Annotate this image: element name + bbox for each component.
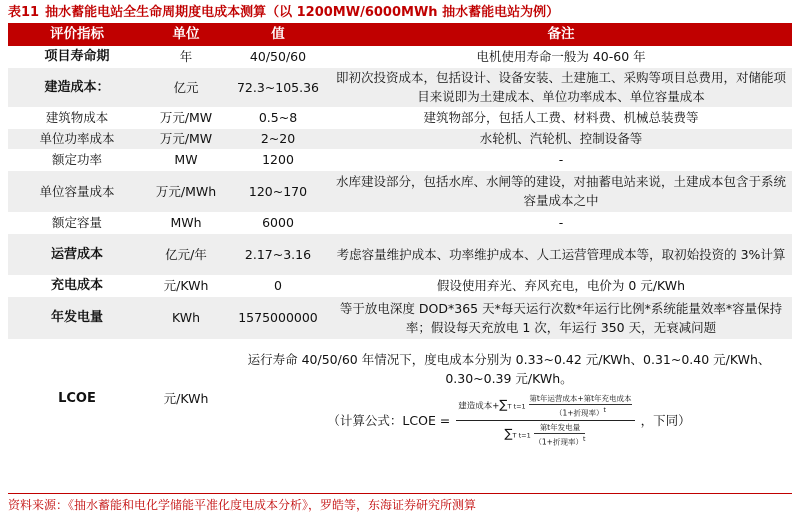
- row-value: 1200: [226, 149, 330, 170]
- header-unit: 单位: [146, 23, 226, 46]
- row-value: 40/50/60: [226, 46, 330, 67]
- row-unit: 万元/MW: [146, 107, 226, 128]
- denominator-term: [534, 423, 585, 447]
- formula-suffix: ，下同）: [640, 412, 691, 428]
- lcoe-unit: 元/KWh: [146, 339, 226, 457]
- table-title-text: 抽水蓄能电站全生命周期度电成本测算（以 1200MW/6000MWh 抽水蓄能电站为例）: [45, 5, 560, 20]
- lcoe-note: 运行寿命 40/50/60 年情况下，度电成本分别为 0.33~0.42 元/KWh、0.31~0.40 元/KWh、0.30~0.39 元/KWh。: [247, 352, 771, 386]
- row-note: 考虑容量维护成本、功率维护成本、人工运营管理成本等，取初始投资的 3%计算: [330, 233, 792, 275]
- formula-fraction: [456, 394, 634, 446]
- formula-denominator: [502, 423, 588, 447]
- row-value: 1575000000: [226, 296, 330, 339]
- table-row: [8, 128, 792, 149]
- header-value: 值: [226, 23, 330, 46]
- denominator-term-bottom: （1+折现率）: [534, 437, 583, 446]
- row-name: 单位容量成本: [8, 170, 146, 212]
- numerator-term-exp: t: [603, 407, 606, 414]
- row-note: 水轮机、汽轮机、控制设备等: [330, 128, 792, 149]
- row-value: 0.5~8: [226, 107, 330, 128]
- table-row: [8, 296, 792, 339]
- table-row: [8, 149, 792, 170]
- table-row: [8, 233, 792, 275]
- footer-divider: [8, 493, 792, 494]
- row-value: 6000: [226, 212, 330, 233]
- denominator-sum-range: T t=1: [512, 430, 531, 439]
- row-unit: MW: [146, 149, 226, 170]
- table-header-row: [8, 23, 792, 46]
- numerator-term: [529, 394, 631, 418]
- row-note: 等于放电深度 DOD*365 天*每天运行次数*年运行比例*系统能量效率*容量保持率；假设每天充放电 1 次，年运行 350 天，无衰减问题: [330, 296, 792, 339]
- row-name: 年发电量: [8, 296, 146, 339]
- lcoe-note-cell: [226, 339, 792, 457]
- table-row: [8, 67, 792, 107]
- row-note: 假设使用弃光、弃风充电，电价为 0 元/KWh: [330, 275, 792, 296]
- row-name: 建造成本：: [8, 67, 146, 107]
- row-note: -: [330, 212, 792, 233]
- table-row: [8, 170, 792, 212]
- row-name: 运营成本: [8, 233, 146, 275]
- row-unit: 元/KWh: [146, 275, 226, 296]
- formula-numerator: [456, 394, 634, 418]
- row-note: -: [330, 149, 792, 170]
- denominator-term-bar: [534, 433, 585, 434]
- table-row: [8, 275, 792, 296]
- numerator-a: 建造成本+: [458, 401, 500, 412]
- denominator-term-exp: t: [582, 435, 586, 443]
- row-name: 额定容量: [8, 212, 146, 233]
- numerator-term-top: 第t年运营成本+第t年充电成本: [529, 394, 632, 403]
- row-note: 即初次投资成本，包括设计、设备安装、土建施工、采购等项目总费用，对储能项目来说即为土建成本、单位功率成本、单位容量成本: [330, 67, 792, 107]
- header-indicator: 评价指标: [8, 23, 146, 46]
- row-value: 2.17~3.16: [226, 233, 330, 275]
- table-number: 表11: [8, 5, 40, 20]
- table-row: [8, 46, 792, 67]
- table-row: [8, 107, 792, 128]
- row-value: 72.3~105.36: [226, 67, 330, 107]
- row-unit: 亿元: [146, 67, 226, 107]
- row-value: 0: [226, 275, 330, 296]
- row-note: 建筑物部分，包括人工费、材料费、机械总装费等: [330, 107, 792, 128]
- row-note: 电机使用寿命一般为 40-60 年: [330, 46, 792, 67]
- fraction-bar: [456, 420, 634, 421]
- row-name: 单位功率成本: [8, 128, 146, 149]
- row-unit: KWh: [146, 296, 226, 339]
- row-unit: 年: [146, 46, 226, 67]
- header-note: 备注: [330, 23, 792, 46]
- source-note: 资料来源：《抽水蓄能和电化学储能平准化度电成本分析》，罗皓等，东海证券研究所测算: [8, 498, 477, 512]
- table-row: [8, 212, 792, 233]
- table-title: [8, 3, 792, 23]
- row-value: 2~20: [226, 128, 330, 149]
- row-name: 建筑物成本: [8, 107, 146, 128]
- numerator-sum-range: T t=1: [507, 402, 526, 411]
- lcoe-formula: [232, 394, 786, 446]
- table-row-lcoe: [8, 339, 792, 457]
- lcoe-name: LCOE: [8, 339, 146, 457]
- row-note: 水库建设部分，包括水库、水闸等的建设，对抽蓄电站来说，土建成本包含于系统容量成本之中: [330, 170, 792, 212]
- row-unit: 万元/MW: [146, 128, 226, 149]
- row-name: 额定功率: [8, 149, 146, 170]
- row-unit: 亿元/年: [146, 233, 226, 275]
- row-unit: 万元/MWh: [146, 170, 226, 212]
- cost-table: [8, 23, 792, 458]
- denominator-sum: ∑: [504, 425, 513, 440]
- denominator-term-top: 第t年发电量: [539, 422, 581, 432]
- row-unit: MWh: [146, 212, 226, 233]
- numerator-term-bottom: （1+折现率）: [554, 408, 604, 418]
- row-name: 充电成本: [8, 275, 146, 296]
- numerator-term-bar: [529, 404, 631, 405]
- formula-prefix: （计算公式：LCOE =: [327, 412, 451, 428]
- row-value: 120~170: [226, 170, 330, 212]
- row-name: 项目寿命期: [8, 46, 146, 67]
- numerator-sum: ∑: [499, 397, 508, 412]
